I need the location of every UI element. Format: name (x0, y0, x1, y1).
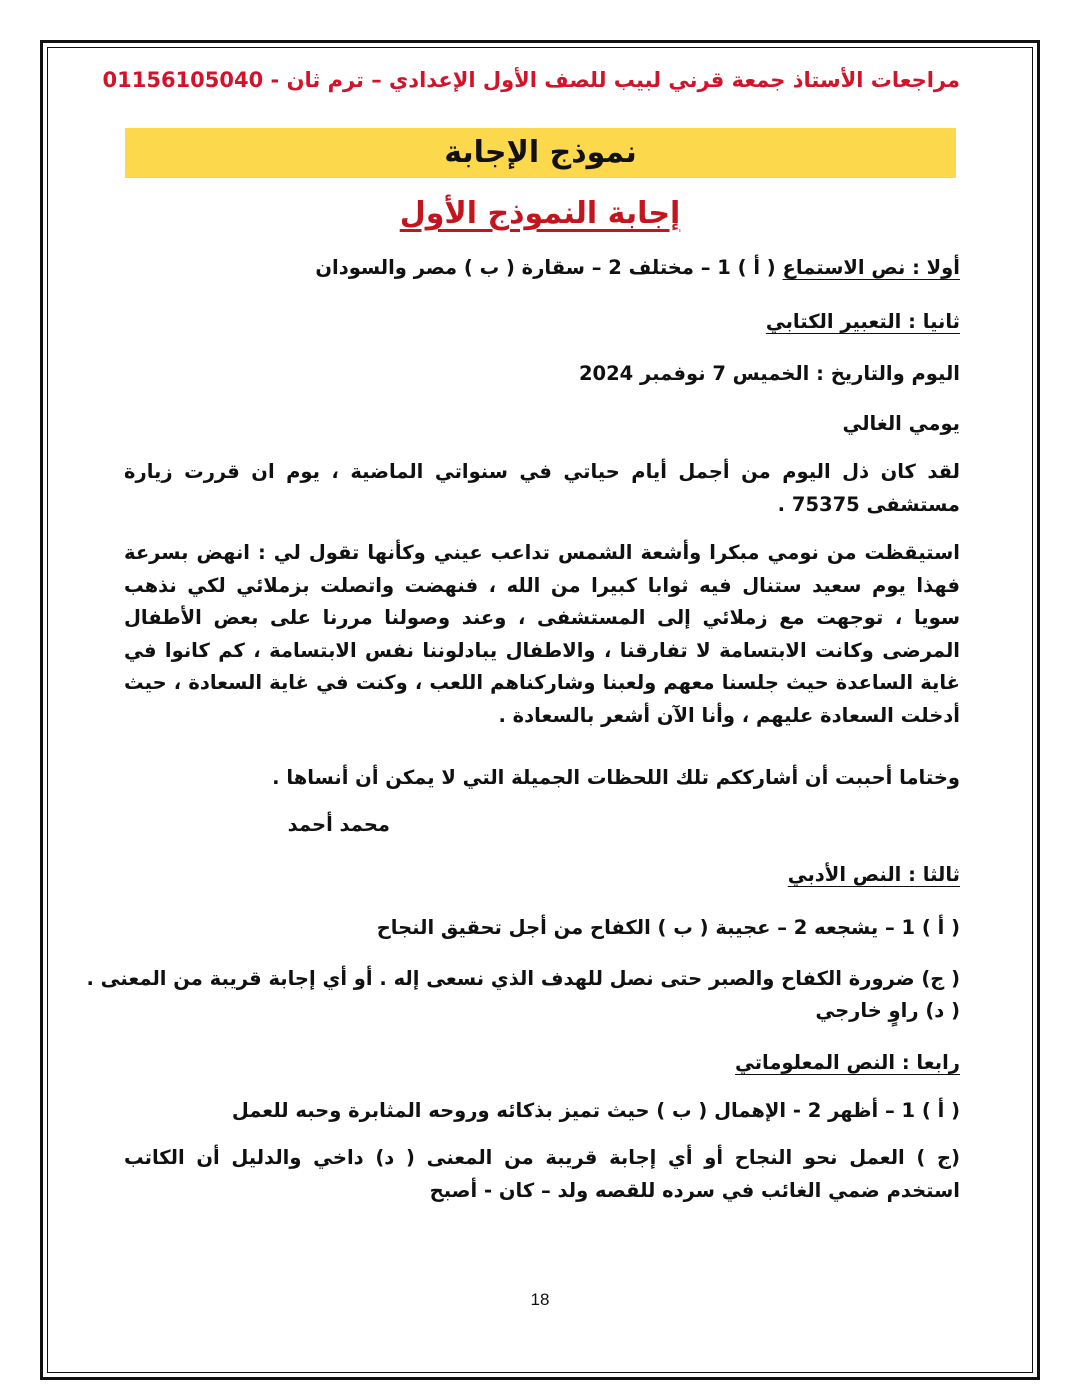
section1-answers: ( أ ) 1 – مختلف 2 – سقارة ( ب ) مصر والسودان (315, 256, 783, 279)
date-line: اليوم والتاريخ : الخميس 7 نوفمبر 2024 (578, 362, 960, 385)
subtitle (120, 196, 960, 231)
section3-heading (120, 863, 960, 886)
section3-line2: ( ج) ضرورة الكفاح والصبر حتى نصل للهدف الذي نسعى إله . أو أي إجابة قريبة من المعنى . (86, 967, 960, 990)
title-banner: نموذج الإجابة (125, 128, 956, 178)
page-header: مراجعات الأستاذ جمعة قرني لبيب للصف الأول الإعدادي – ترم ثان - 01156105040 (102, 68, 960, 92)
section4-paragraph: (ج ) العمل نحو النجاح أو أي إجابة قريبة من المعنى ( د) داخي والدليل أن الكاتب استخدم ضمي الغائب في سرده للقصه ولد – كان - أصبح (124, 1146, 960, 1202)
subtitle-text: إجابة النموذج الأول (399, 196, 681, 231)
section4-heading-text: رابعا : النص المعلوماتي (734, 1051, 960, 1074)
section1-label: أولا : نص الاستماع (782, 256, 960, 279)
section4-line1: ( أ ) 1 – أظهر 2 - الإهمال ( ب ) حيث تميز بذكائه وروحه المثابرة وحبه للعمل (231, 1099, 960, 1122)
section3-heading-text: ثالثا : النص الأدبي (787, 863, 960, 886)
section3-line3: ( د) راوٍ خارجي (815, 999, 960, 1022)
section4-heading (120, 1051, 960, 1074)
section1-line (120, 256, 960, 279)
section3-line1: ( أ ) 1 – يشجعه 2 – عجيبة ( ب ) الكفاح من أجل تحقيق النجاح (376, 916, 960, 939)
signature: محمد أحمد (287, 813, 390, 836)
diary-title: يومي الغالي (842, 412, 960, 435)
section2-heading (120, 310, 960, 333)
essay-paragraph-1: لقد كان ذل اليوم من أجمل أيام حياتي في سنواتي الماضية ، يوم ان قررت زيارة مستشفى 75375 . (124, 460, 960, 516)
essay-paragraph-3: وختاما أحببت أن أشارككم تلك اللحظات الجميلة التي لا يمكن أن أنساها . (272, 766, 960, 789)
page-number: 18 (530, 1290, 550, 1309)
section2-heading-text: ثانيا : التعبير الكتابي (765, 310, 960, 333)
essay-paragraph-2: استيقظت من نومي مبكرا وأشعة الشمس تداعب عيني وكأنها تقول لي : انهض بسرعة فهذا يوم سعيد ستنال فيه ثوابا كبيرا من الله ، فنهضت واتصلت بزملائي لكي نذهب سويا ، توجهت مع زملائي إلى المستشفى ، وعند وصولنا مررنا على بعض الأطفال المرضى وكانت الابتسامة لا تفارقنا ، والاطفال يبادلوننا نفس الابتسامة ، كم كانوا في غاية الساعدة حيث جلسنا معهم ولعبنا وشاركناهم اللعب ، وكنت في غاية السعادة ، حيث أدخلت السعادة عليهم ، وأنا الآن أشعر بالسعادة . (124, 541, 960, 727)
